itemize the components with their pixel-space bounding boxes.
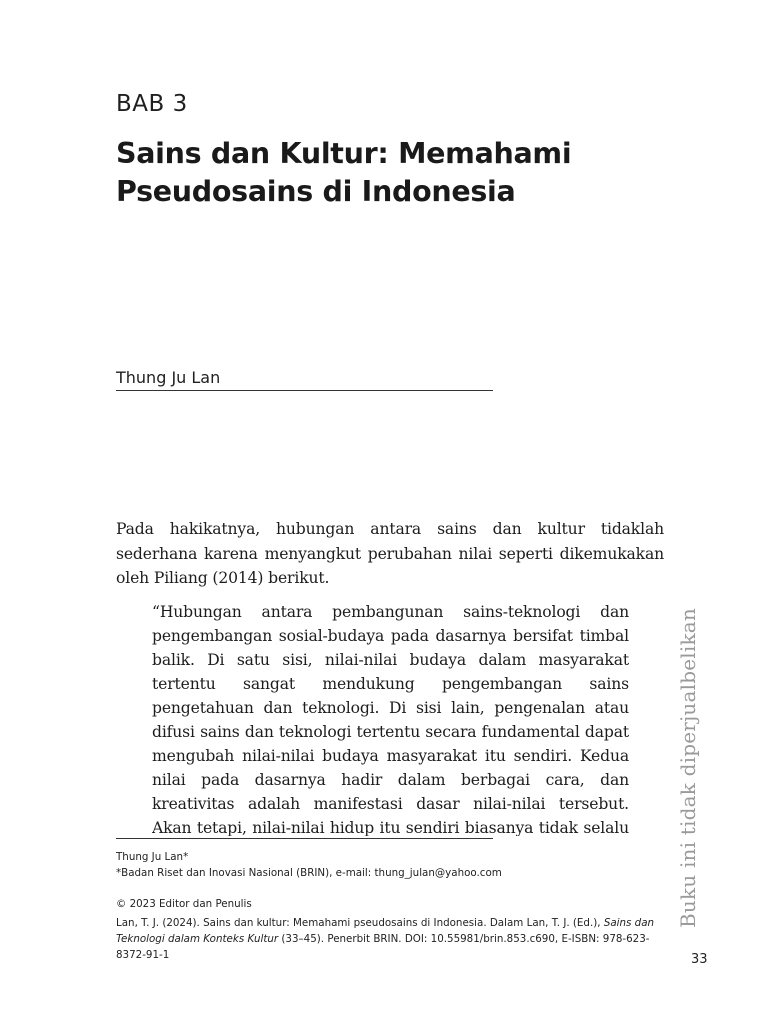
chapter-title: Sains dan Kultur: Memahami Pseudosains di Indonesia [116, 137, 572, 208]
citation [116, 916, 656, 963]
block-quote: “Hubungan antara pembangunan sains-teknologi dan pengembangan sosial-budaya pada dasarnya bersifat timbal balik. Di satu sisi, nilai-nilai budaya dalam masyarakat tertentu sangat mendukung pengembangan sains pengetahuan dan teknologi. Di sisi lain, pengenalan atau difusi sains dan teknologi tertentu secara fundamental dapat mengubah nilai-nilai budaya masyarakat itu sendiri. Kedua nilai pada dasarnya hadir dalam berbagai cara, dan kreativitas adalah manifestasi dasar nilai-nilai tersebut. Akan tetapi, nilai-nilai hidup itu sendiri biasanya tidak selalu [152, 603, 629, 836]
author-name: Thung Ju Lan [116, 368, 221, 387]
copyright-notice: © 2023 Editor dan Penulis [116, 898, 252, 910]
citation-prefix: Lan, T. J. (2024). Sains dan kultur: Memahami pseudosains di Indonesia. Dalam Lan, T. J. (Ed.), [116, 917, 604, 929]
citation-suffix: (33–45). Penerbit BRIN. DOI: 10.55981/brin.853.c690, E-ISBN: 978-623-8372-91-1 [116, 932, 650, 961]
intro-paragraph: Pada hakikatnya, hubungan antara sains dan kultur tidaklah sederhana karena menyangkut perubahan nilai seperti dikemukakan oleh Piliang (2014) berikut. [116, 520, 664, 587]
footnote-author: Thung Ju Lan* [116, 851, 189, 863]
citation-book-title: Sains dan Teknologi dalam Konteks Kultur [116, 917, 655, 945]
author-divider [116, 390, 493, 391]
footnote-affiliation: *Badan Riset dan Inovasi Nasional (BRIN), e-mail: thung_julan@yahoo.com [116, 867, 502, 879]
chapter-label: BAB 3 [116, 91, 188, 117]
footnote-divider [116, 838, 493, 839]
page-number: 33 [691, 952, 708, 967]
watermark-text: Buku ini tidak diperjualbelikan [676, 608, 700, 928]
